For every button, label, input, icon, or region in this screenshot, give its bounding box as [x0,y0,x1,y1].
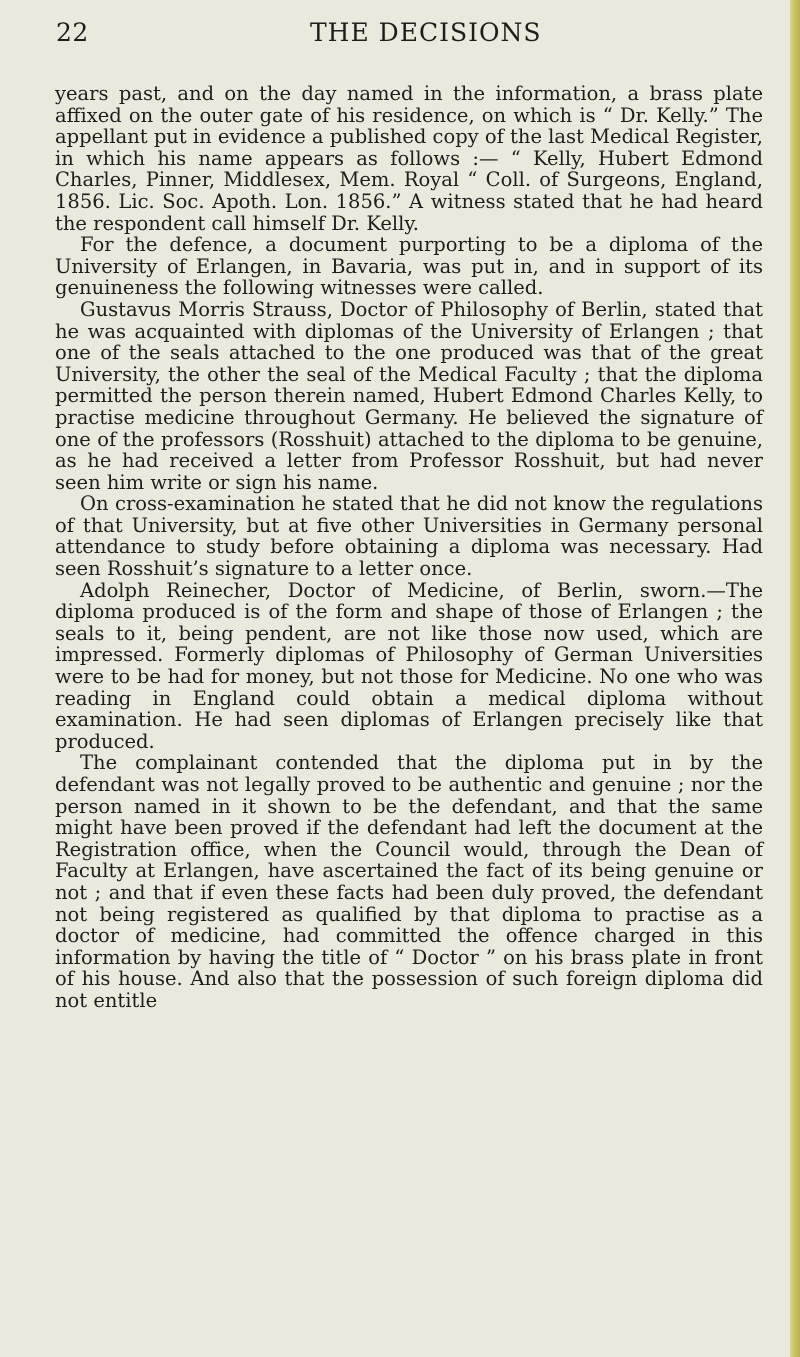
page-edge [790,0,800,1357]
page-header [56,18,756,58]
paragraph: On cross-examination he stated that he did not know the regulations of that University, but at five other Universities in Germany personal attendance to study before obtaining a diploma was necessary. Had seen Rosshuit’s signature to a letter once. [55,492,763,581]
running-head: THE DECISIONS [310,18,542,47]
page-number: 22 [56,18,89,47]
body-text [55,83,763,1012]
paragraph: Adolph Reinecher, Doctor of Medicine, of Berlin, sworn.—The diploma produced is of the form and shape of those of Erlangen ; the seals to it, being pendent, are not like those now used, which are impressed. Formerly diplomas of Philosophy of German Universities were to be had for money, but not those for Medicine. No one who was reading in England could obtain a medical diploma without examination. He had seen diplomas of Erlangen precisely like that produced. [55,578,763,753]
paragraph: The complainant contended that the diploma put in by the defendant was not legally proved to be authentic and genuine ; nor the person named in it shown to be the defendant, and that the same might have been proved if the defendant had left the document at the Registration office, when the Council would, through the Dean of Faculty at Erlangen, have ascertained the fact of its being genuine or not ; and that if even these facts had been duly proved, the defendant not being registered as qualified by that diploma to practise as a doctor of medicine, had committed the offence charged in this information by having the title of “ Doctor ” on his brass plate in front of his house. And also that the possession of such foreign diploma did not entitle [55,751,763,1012]
paragraph: years past, and on the day named in the information, a brass plate affixed on the outer gate of his residence, on which is “ Dr. Kelly.” The appellant put in evidence a published copy of the last Medical Register, in which his name appears as follows :— “ Kelly, Hubert Edmond Charles, Pinner, Middlesex, Mem. Royal “ Coll. of Surgeons, England, 1856. Lic. Soc. Apoth. Lon. 1856.” A witness stated that he had heard the respondent call himself Dr. Kelly. [55,82,763,235]
paragraph: Gustavus Morris Strauss, Doctor of Philosophy of Berlin, stated that he was acquainted with diplomas of the University of Erlangen ; that one of the seals attached to the one produced was that of the great University, the other the seal of the Medical Faculty ; that the diploma permitted the person therein named, Hubert Edmond Charles Kelly, to practise medicine throughout Germany. He believed the signature of one of the professors (Rosshuit) attached to the diploma to be genuine, as he had received a letter from Professor Rosshuit, but had never seen him write or sign his name. [55,297,763,494]
paragraph: For the defence, a document purporting to be a diploma of the University of Erlangen, in Bavaria, was put in, and in support of its genuineness the following witnesses were called. [55,233,763,300]
